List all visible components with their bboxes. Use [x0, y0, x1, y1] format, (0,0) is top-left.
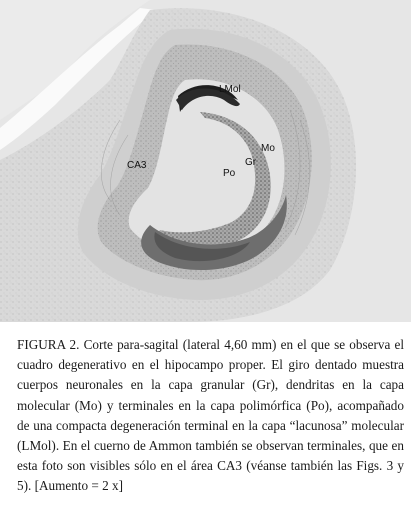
label-ca3: CA3 — [127, 160, 147, 171]
label-gr: Gr — [245, 157, 257, 168]
label-po: Po — [223, 168, 236, 179]
label-lmol: LMol — [219, 84, 241, 95]
figure-caption: FIGURA 2. Corte para-sagital (lateral 4,60 mm) en el que se observa el cuadro degenerativo en el hipocampo proper. El giro dentado muestra cuerpos neuronales en la capa granular (Gr), dendritas en la capa molecular (Mo) y terminales en la capa polimórfica (Po), acompañado de una compacta degeneración terminal en la capa “lacunosa” molecular (LMol). En el cuerno de Ammon también se observan terminales, que en esta foto son visibles sólo en el área CA3 (véanse también las Figs. 3 y 5). [Aumento = 2 x] — [17, 337, 404, 494]
label-mo: Mo — [261, 143, 275, 154]
